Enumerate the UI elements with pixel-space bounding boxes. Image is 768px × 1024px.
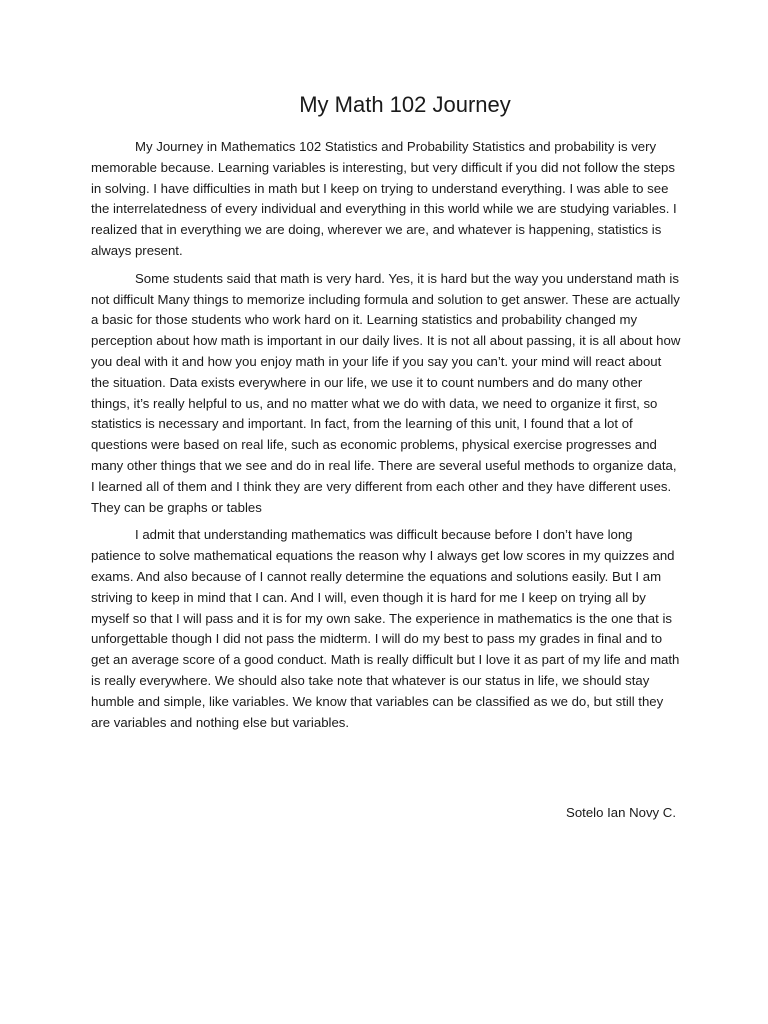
paragraph-2: Some students said that math is very hard. Yes, it is hard but the way you understand math is not difficult Many things to memorize including formula and solution to get answer. These are actually a basic for those students who work hard on it. Learning statistics and probability changed my perception about how math is important in our daily lives. It is not all about passing, it is all about how you deal with it and how you enjoy math in your life if you say you can’t. your mind will react about the situation. Data exists everywhere in our life, we use it to count numbers and do many other things, it’s really helpful to us, and no matter what we do with data, we need to organize it first, so statistics is necessary and important. In fact, from the learning of this unit, I found that a lot of questions were based on real life, such as economic problems, physical exercise progresses and many other things that we see and do in real life. There are several useful methods to organize data, I learned all of them and I think they are very different from each other and they have different uses. They can be graphs or tables	[91, 270, 681, 515]
author-signature: Sotelo Ian Novy C.	[566, 805, 676, 820]
paragraph-1: My Journey in Mathematics 102 Statistics and Probability Statistics and probability is very memorable because. Learning variables is interesting, but very difficult if you did not follow the steps in solving. I have difficulties in math but I keep on trying to understand everything. I was able to see the interrelatedness of every individual and everything in this world while we are studying variables. I realized that in everything we are doing, wherever we are, and whatever is happening, statistics is always present.	[91, 139, 677, 258]
document-title: My Math 102 Journey	[299, 92, 511, 117]
document-body	[91, 137, 681, 740]
paragraph-3: I admit that understanding mathematics was difficult because before I don’t have long patience to solve mathematical equations the reason why I always get low scores in my quizzes and exams. And also because of I cannot really determine the equations and solutions easily. But I am striving to keep in mind that I can. And I will, even though it is hard for me I keep on trying all by myself so that I will pass and it is for my own sake. The experience in mathematics is the one that is unforgettable though I did not pass the midterm. I will do my best to pass my grades in final and to get an average score of a good conduct. Math is really difficult but I love it as part of my life and math is really everywhere. We should also take note that whatever is our status in life, we should stay humble and simple, like variables. We know that variables can be classified as we do, but still they are variables and nothing else but variables.	[91, 527, 680, 730]
